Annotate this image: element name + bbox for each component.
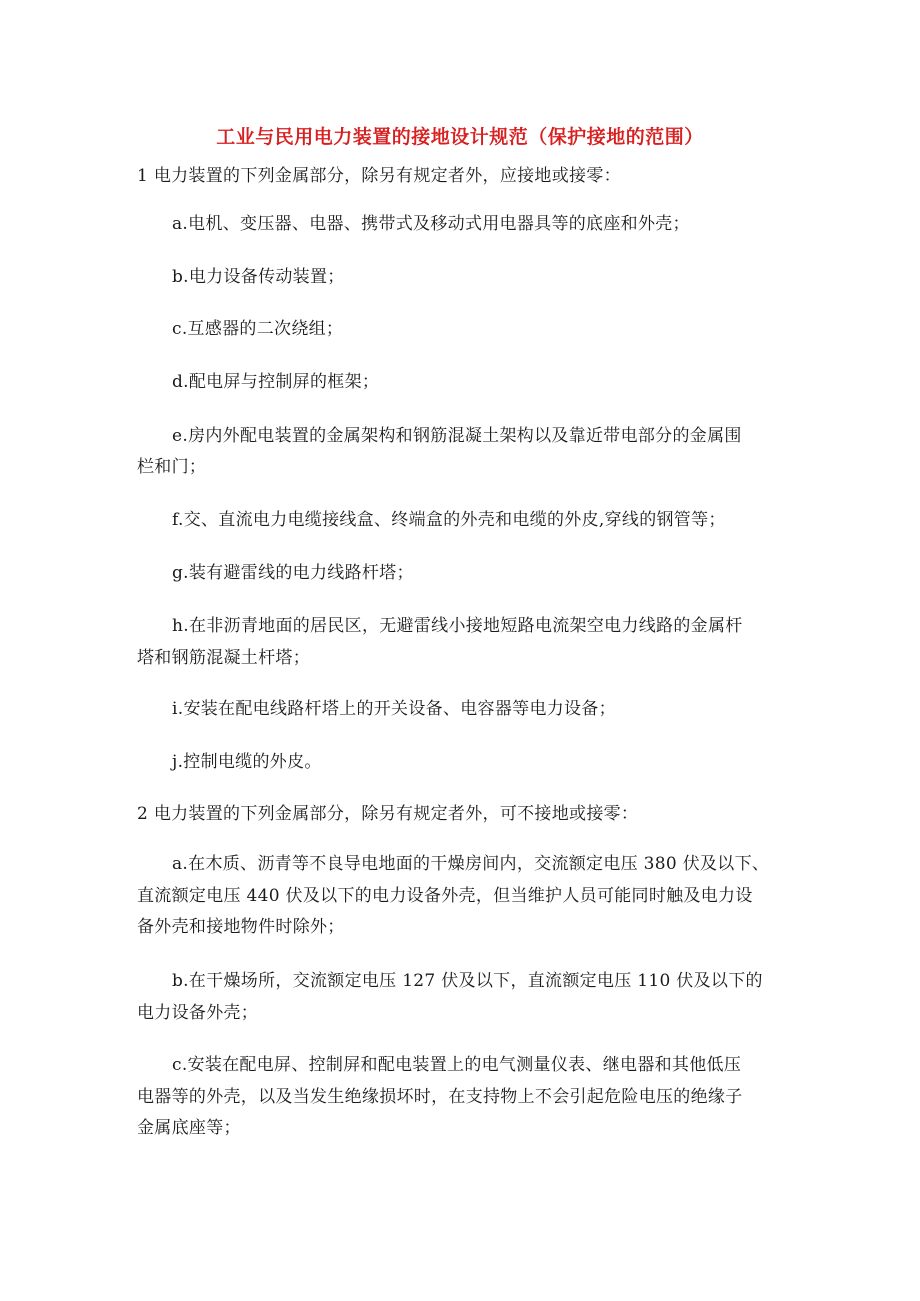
section-1-item-e-continuation [137, 452, 206, 483]
list-item-line: c.互感器的二次绕组； [172, 319, 344, 339]
section-2-item-a [172, 849, 769, 880]
list-item-line: 电力设备外壳； [137, 1003, 259, 1023]
list-item-line: b.电力设备传动装置； [172, 267, 345, 287]
section-2-item-a-continuation [137, 881, 753, 943]
section-1-heading [137, 161, 621, 192]
list-item-line: 电器等的外壳，以及当发生绝缘损坏时，在支持物上不会引起危险电压的绝缘子 [137, 1087, 743, 1107]
list-item-line: 备外壳和接地物件时除外； [137, 917, 345, 937]
section-1-heading-text: 1 电力装置的下列金属部分，除另有规定者外，应接地或接零： [137, 166, 621, 186]
section-2-heading [137, 799, 638, 830]
section-1-item-h-continuation [137, 643, 310, 674]
section-2-item-c [172, 1050, 741, 1081]
section-2-item-c-continuation [137, 1082, 743, 1144]
list-item-line: a.电机、变压器、电器、携带式及移动式用电器具等的底座和外壳； [172, 214, 690, 234]
list-item-line: c.安装在配电屏、控制屏和配电装置上的电气测量仪表、继电器和其他低压 [172, 1055, 742, 1075]
section-1-item-b [172, 262, 345, 293]
list-item-line: 金属底座等； [137, 1118, 241, 1138]
section-1-item-e [172, 421, 742, 452]
section-1-item-a [172, 209, 690, 240]
list-item-line: 直流额定电压 440 伏及以下的电力设备外壳，但当维护人员可能同时触及电力设 [137, 886, 753, 906]
list-item-line: i.安装在配电线路杆塔上的开关设备、电容器等电力设备； [172, 699, 616, 719]
section-2-heading-text: 2 电力装置的下列金属部分，除另有规定者外，可不接地或接零： [137, 804, 639, 824]
list-item-line: h.在非沥青地面的居民区，无避雷线小接地短路电流架空电力线路的金属杆 [172, 616, 743, 636]
list-item-line: d.配电屏与控制屏的框架； [172, 372, 380, 392]
document-title: 工业与民用电力装置的接地设计规范（保护接地的范围） [216, 126, 704, 148]
section-1-item-d [172, 367, 379, 398]
list-item-line: j.控制电缆的外皮。 [172, 752, 322, 772]
list-item-line: b.在干燥场所，交流额定电压 127 伏及以下，直流额定电压 110 伏及以下的 [172, 971, 763, 991]
list-item-line: g.装有避雷线的电力线路杆塔； [172, 563, 414, 583]
section-1-item-h [172, 611, 743, 642]
section-1-item-c [172, 314, 343, 345]
section-1-item-f [172, 505, 726, 536]
list-item-line: e.房内外配电装置的金属架构和钢筋混凝土架构以及靠近带电部分的金属围 [172, 426, 742, 446]
list-item-line: f.交、直流电力电缆接线盒、终端盒的外壳和电缆的外皮,穿线的钢管等； [172, 510, 726, 530]
section-1-item-j [172, 747, 322, 778]
list-item-line: 栏和门； [137, 457, 207, 477]
list-item-line: 塔和钢筋混凝土杆塔； [137, 648, 310, 668]
section-1-item-g [172, 558, 414, 589]
section-2-item-b-continuation [137, 998, 258, 1029]
section-2-item-b [172, 966, 763, 997]
list-item-line: a.在木质、沥青等不良导电地面的干燥房间内，交流额定电压 380 伏及以下、 [172, 854, 770, 874]
section-1-item-i [172, 694, 616, 725]
